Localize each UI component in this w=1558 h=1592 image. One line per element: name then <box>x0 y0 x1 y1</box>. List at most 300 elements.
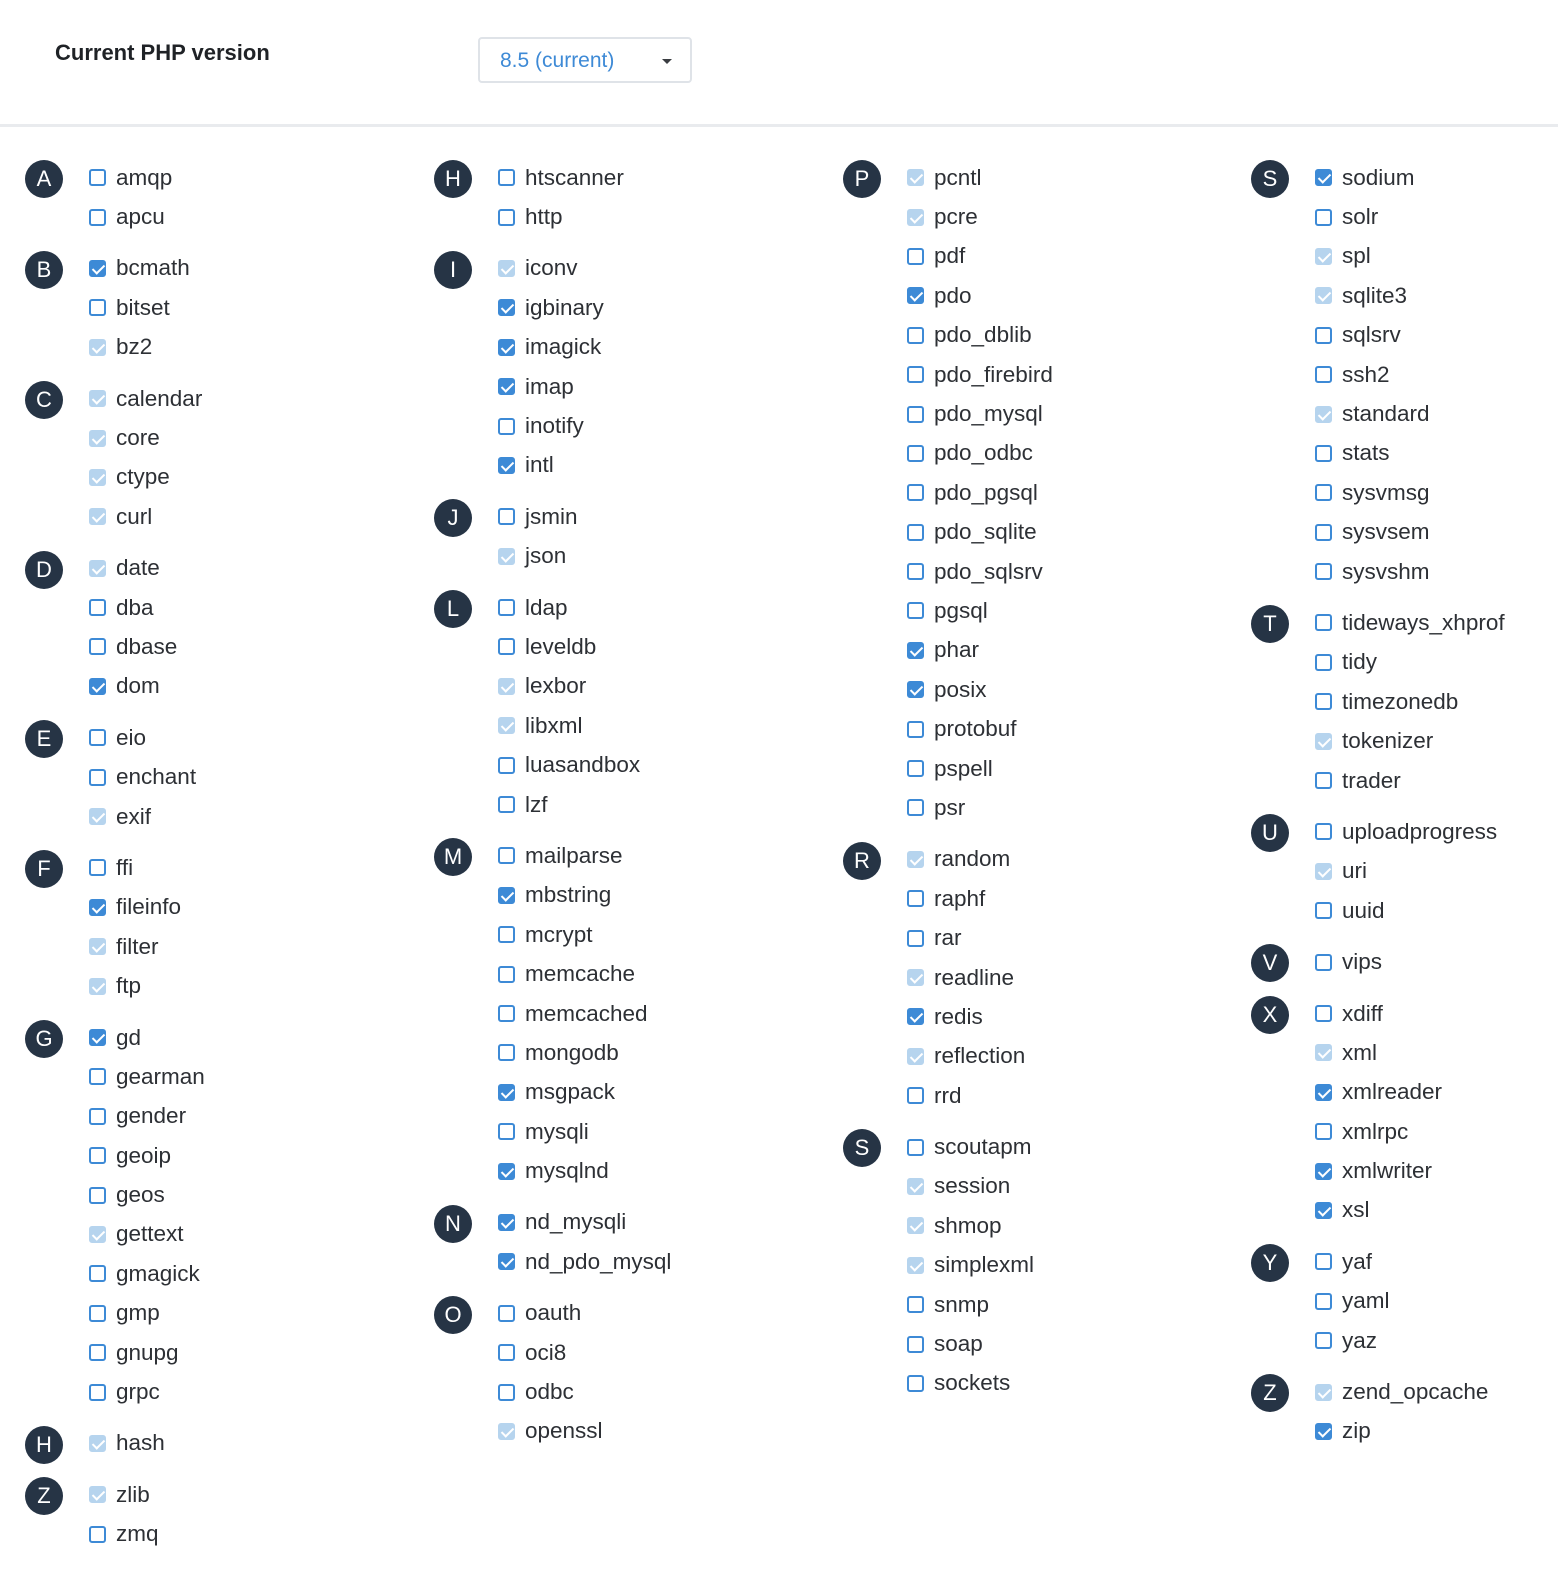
extension-item-readline <box>907 958 1243 997</box>
extension-item-gmagick[interactable] <box>89 1254 425 1293</box>
extension-checkbox[interactable] <box>498 457 515 474</box>
extension-item-oauth[interactable] <box>498 1294 834 1333</box>
extension-checkbox[interactable] <box>1315 1332 1332 1349</box>
extension-checkbox[interactable] <box>907 760 924 777</box>
extension-label: tokenizer <box>1342 728 1434 754</box>
extension-item-bcmath[interactable] <box>89 249 425 288</box>
extension-item-zend-opcache <box>1315 1372 1558 1411</box>
extension-item-xdiff[interactable] <box>1315 994 1558 1033</box>
extension-label: fileinfo <box>116 894 182 920</box>
extension-item-ffi[interactable] <box>89 848 425 887</box>
extension-item-ftp <box>89 966 425 1005</box>
extension-checkbox[interactable] <box>1315 654 1332 671</box>
extension-checkbox[interactable] <box>907 1139 924 1156</box>
letter-group <box>25 379 425 537</box>
extension-item-shmop <box>907 1206 1243 1245</box>
extension-label: dba <box>116 594 154 620</box>
extension-checkbox[interactable] <box>89 899 106 916</box>
extension-checkbox[interactable] <box>1315 772 1332 789</box>
extension-checkbox[interactable] <box>498 508 515 525</box>
extension-checkbox[interactable] <box>907 681 924 698</box>
extension-checkbox[interactable] <box>1315 484 1332 501</box>
extension-label: core <box>116 425 160 451</box>
extension-checkbox[interactable] <box>89 769 106 786</box>
extension-item-http[interactable] <box>498 197 834 236</box>
extension-label: random <box>934 846 1011 872</box>
extension-label: zlib <box>116 1481 150 1507</box>
extension-label: sysvmsg <box>1342 479 1430 505</box>
letter-badge: T <box>1251 605 1289 643</box>
letter-badge: M <box>434 838 472 876</box>
extension-item-gender[interactable] <box>89 1097 425 1136</box>
extension-item-pdo-sqlite[interactable] <box>907 513 1243 552</box>
extension-checkbox[interactable] <box>89 638 106 655</box>
extension-item-mysqli[interactable] <box>498 1112 834 1151</box>
extension-label: oauth <box>525 1300 582 1326</box>
extension-item-luasandbox[interactable] <box>498 745 834 784</box>
extension-checkbox[interactable] <box>89 1108 106 1125</box>
extension-label: memcached <box>525 1000 648 1026</box>
extension-item-sodium[interactable] <box>1315 158 1558 197</box>
extension-checkbox[interactable] <box>498 209 515 226</box>
extension-item-gnupg[interactable] <box>89 1333 425 1372</box>
extension-item-gd[interactable] <box>89 1018 425 1057</box>
extensions-column-2 <box>434 158 834 1463</box>
extension-label: json <box>525 543 567 569</box>
letter-group <box>1251 158 1558 591</box>
extension-checkbox[interactable] <box>498 796 515 813</box>
extension-checkbox[interactable] <box>1315 1253 1332 1270</box>
extension-checkbox[interactable] <box>498 847 515 864</box>
extension-label: geos <box>116 1182 165 1208</box>
letter-group <box>1251 603 1558 800</box>
extension-checkbox[interactable] <box>498 1384 515 1401</box>
extension-checkbox[interactable] <box>498 418 515 435</box>
letter-badge: N <box>434 1205 472 1243</box>
extension-list <box>89 1475 425 1554</box>
extension-label: intl <box>525 452 554 478</box>
extension-item-protobuf[interactable] <box>907 709 1243 748</box>
letter-badge: U <box>1251 814 1289 852</box>
extension-item-rrd[interactable] <box>907 1076 1243 1115</box>
extension-item-vips[interactable] <box>1315 942 1558 981</box>
letter-badge: S <box>843 1129 881 1167</box>
extension-item-gmp[interactable] <box>89 1294 425 1333</box>
extension-label: psr <box>934 794 966 820</box>
extension-item-dba[interactable] <box>89 588 425 627</box>
extension-checkbox[interactable] <box>907 287 924 304</box>
letter-group <box>25 158 425 237</box>
extension-item-htscanner[interactable] <box>498 158 834 197</box>
extension-checkbox[interactable] <box>907 799 924 816</box>
extension-checkbox[interactable] <box>89 209 106 226</box>
extension-checkbox[interactable] <box>498 757 515 774</box>
extension-label: htscanner <box>525 164 624 190</box>
extension-checkbox[interactable] <box>89 1265 106 1282</box>
extension-checkbox <box>89 508 106 525</box>
letter-group <box>434 158 834 237</box>
letter-group <box>25 1475 425 1554</box>
extension-label: pgsql <box>934 597 988 623</box>
extension-item-mongodb[interactable] <box>498 1033 834 1072</box>
extension-checkbox[interactable] <box>907 1087 924 1104</box>
extension-item-mailparse[interactable] <box>498 836 834 875</box>
extension-item-pdo-dblib[interactable] <box>907 316 1243 355</box>
extension-checkbox[interactable] <box>907 890 924 907</box>
extension-checkbox[interactable] <box>1315 1202 1332 1219</box>
extension-list <box>907 840 1243 1116</box>
extension-checkbox[interactable] <box>1315 524 1332 541</box>
extension-list <box>1315 158 1558 591</box>
extension-checkbox[interactable] <box>89 1029 106 1046</box>
extension-checkbox[interactable] <box>89 1068 106 1085</box>
extension-label: xdiff <box>1342 1000 1383 1026</box>
extension-checkbox[interactable] <box>907 563 924 580</box>
extension-label: nd_pdo_mysql <box>525 1248 672 1274</box>
extension-item-leveldb[interactable] <box>498 627 834 666</box>
extension-item-fileinfo[interactable] <box>89 888 425 927</box>
extension-item-yaz[interactable] <box>1315 1321 1558 1360</box>
extension-checkbox[interactable] <box>1315 823 1332 840</box>
extension-item-lexbor <box>498 667 834 706</box>
extension-item-pdo-pgsql[interactable] <box>907 473 1243 512</box>
extension-checkbox[interactable] <box>1315 563 1332 580</box>
extension-checkbox[interactable] <box>907 445 924 462</box>
extension-item-tidy[interactable] <box>1315 643 1558 682</box>
extension-checkbox[interactable] <box>1315 445 1332 462</box>
letter-badge: H <box>25 1426 63 1464</box>
php-version-select[interactable] <box>478 37 692 83</box>
extension-label: simplexml <box>934 1252 1035 1278</box>
extension-item-redis[interactable] <box>907 997 1243 1036</box>
extension-checkbox[interactable] <box>89 729 106 746</box>
extension-label: calendar <box>116 385 203 411</box>
extension-item-imagick[interactable] <box>498 328 834 367</box>
extension-item-phar[interactable] <box>907 631 1243 670</box>
extension-item-reflection <box>907 1037 1243 1076</box>
extension-checkbox <box>907 169 924 186</box>
extension-item-simplexml <box>907 1246 1243 1285</box>
extension-item-memcached[interactable] <box>498 994 834 1033</box>
extension-checkbox[interactable] <box>89 169 106 186</box>
extension-item-msgpack[interactable] <box>498 1073 834 1112</box>
extension-label: ftp <box>116 973 142 999</box>
extension-item-memcache[interactable] <box>498 954 834 993</box>
extension-checkbox[interactable] <box>498 966 515 983</box>
extension-item-stats[interactable] <box>1315 434 1558 473</box>
extension-checkbox[interactable] <box>907 602 924 619</box>
extension-label: xsl <box>1342 1197 1370 1223</box>
extension-checkbox[interactable] <box>1315 902 1332 919</box>
extension-item-intl[interactable] <box>498 446 834 485</box>
letter-group <box>25 249 425 367</box>
extension-item-xsl[interactable] <box>1315 1191 1558 1230</box>
extension-label: exif <box>116 803 152 829</box>
extension-item-nd-pdo-mysql[interactable] <box>498 1242 834 1281</box>
extension-label: spl <box>1342 243 1371 269</box>
extension-label: rrd <box>934 1082 962 1108</box>
extension-checkbox[interactable] <box>498 1123 515 1140</box>
extension-list <box>89 379 425 537</box>
extension-checkbox[interactable] <box>89 1187 106 1204</box>
extension-item-geoip[interactable] <box>89 1136 425 1175</box>
extension-item-psr[interactable] <box>907 788 1243 827</box>
extension-item-nd-mysqli[interactable] <box>498 1203 834 1242</box>
extension-item-lzf[interactable] <box>498 785 834 824</box>
extension-item-pcntl <box>907 158 1243 197</box>
extension-item-snmp[interactable] <box>907 1285 1243 1324</box>
extension-checkbox[interactable] <box>498 169 515 186</box>
extension-checkbox[interactable] <box>907 524 924 541</box>
extension-label: sodium <box>1342 164 1415 190</box>
extension-item-posix[interactable] <box>907 670 1243 709</box>
extension-checkbox <box>89 560 106 577</box>
extension-label: http <box>525 204 563 230</box>
extension-label: bitset <box>116 294 170 320</box>
extension-checkbox[interactable] <box>89 1526 106 1543</box>
extension-item-zip[interactable] <box>1315 1412 1558 1451</box>
extension-label: lexbor <box>525 673 587 699</box>
extension-checkbox[interactable] <box>907 248 924 265</box>
letter-group <box>25 1018 425 1412</box>
letter-group <box>843 1127 1243 1403</box>
extension-checkbox[interactable] <box>498 1344 515 1361</box>
extension-item-scoutapm[interactable] <box>907 1127 1243 1166</box>
extension-checkbox[interactable] <box>498 1253 515 1270</box>
extension-checkbox[interactable] <box>1315 209 1332 226</box>
extension-item-sysvsem[interactable] <box>1315 513 1558 552</box>
extension-item-zmq[interactable] <box>89 1515 425 1554</box>
extension-checkbox[interactable] <box>89 1147 106 1164</box>
extension-item-xmlwriter[interactable] <box>1315 1151 1558 1190</box>
extension-label: trader <box>1342 767 1401 793</box>
extension-label: mbstring <box>525 882 612 908</box>
extension-checkbox[interactable] <box>498 1305 515 1322</box>
extension-list <box>498 588 834 824</box>
extension-item-timezonedb[interactable] <box>1315 682 1558 721</box>
extension-label: tidy <box>1342 649 1378 675</box>
extension-item-geos[interactable] <box>89 1175 425 1214</box>
extension-item-dom[interactable] <box>89 667 425 706</box>
extension-checkbox[interactable] <box>907 327 924 344</box>
extension-item-pspell[interactable] <box>907 749 1243 788</box>
extension-checkbox[interactable] <box>907 642 924 659</box>
extension-checkbox[interactable] <box>89 299 106 316</box>
extension-checkbox[interactable] <box>907 1336 924 1353</box>
extension-item-json <box>498 537 834 576</box>
extension-item-odbc[interactable] <box>498 1372 834 1411</box>
extension-item-soap[interactable] <box>907 1324 1243 1363</box>
extension-item-solr[interactable] <box>1315 197 1558 236</box>
letter-badge: Z <box>25 1477 63 1515</box>
extension-label: sockets <box>934 1370 1011 1396</box>
extension-checkbox[interactable] <box>498 1044 515 1061</box>
extension-item-mbstring[interactable] <box>498 876 834 915</box>
extension-item-ldap[interactable] <box>498 588 834 627</box>
extension-checkbox <box>1315 406 1332 423</box>
extension-list <box>498 497 834 576</box>
extension-label: mysqlnd <box>525 1158 609 1184</box>
extension-item-inotify[interactable] <box>498 406 834 445</box>
extension-item-enchant[interactable] <box>89 757 425 796</box>
letter-badge: I <box>434 251 472 289</box>
extension-item-oci8[interactable] <box>498 1333 834 1372</box>
extension-checkbox[interactable] <box>498 1163 515 1180</box>
extension-item-gettext <box>89 1215 425 1254</box>
extension-list <box>498 836 834 1191</box>
extension-checkbox[interactable] <box>498 1084 515 1101</box>
extension-checkbox[interactable] <box>1315 614 1332 631</box>
extension-label: gettext <box>116 1221 184 1247</box>
extension-item-bitset[interactable] <box>89 288 425 327</box>
extension-checkbox[interactable] <box>498 339 515 356</box>
extension-checkbox[interactable] <box>1315 1293 1332 1310</box>
extension-checkbox[interactable] <box>89 678 106 695</box>
extension-checkbox[interactable] <box>907 1008 924 1025</box>
letter-badge: X <box>1251 996 1289 1034</box>
extension-checkbox[interactable] <box>89 599 106 616</box>
extension-checkbox[interactable] <box>498 887 515 904</box>
extension-checkbox[interactable] <box>498 378 515 395</box>
extension-item-dbase[interactable] <box>89 627 425 666</box>
extension-label: gmp <box>116 1300 160 1326</box>
extension-item-eio[interactable] <box>89 718 425 757</box>
extension-item-igbinary[interactable] <box>498 288 834 327</box>
php-version-value: 8.5 (current) <box>500 49 615 72</box>
extension-label: uploadprogress <box>1342 818 1498 844</box>
extension-list <box>1315 812 1558 930</box>
extension-checkbox[interactable] <box>89 1384 106 1401</box>
extension-item-sqlsrv[interactable] <box>1315 316 1558 355</box>
extension-checkbox[interactable] <box>498 599 515 616</box>
extension-item-mcrypt[interactable] <box>498 915 834 954</box>
extension-checkbox <box>907 209 924 226</box>
letter-group <box>1251 942 1558 981</box>
extension-item-pdo[interactable] <box>907 276 1243 315</box>
extension-checkbox[interactable] <box>89 1305 106 1322</box>
extension-checkbox[interactable] <box>498 1214 515 1231</box>
extension-item-raphf[interactable] <box>907 879 1243 918</box>
extension-checkbox[interactable] <box>907 406 924 423</box>
letter-group <box>843 840 1243 1116</box>
extension-item-filter <box>89 927 425 966</box>
extension-checkbox[interactable] <box>1315 366 1332 383</box>
extension-label: session <box>934 1173 1011 1199</box>
extension-item-sockets[interactable] <box>907 1364 1243 1403</box>
extension-item-uuid[interactable] <box>1315 891 1558 930</box>
extension-label: uri <box>1342 858 1368 884</box>
extension-item-pdo-mysql[interactable] <box>907 394 1243 433</box>
extension-item-rar[interactable] <box>907 918 1243 957</box>
extension-item-pdf[interactable] <box>907 237 1243 276</box>
extension-checkbox <box>1315 248 1332 265</box>
letter-group <box>843 158 1243 828</box>
extension-checkbox[interactable] <box>1315 1423 1332 1440</box>
extension-checkbox[interactable] <box>1315 1163 1332 1180</box>
extension-item-pdo-firebird[interactable] <box>907 355 1243 394</box>
extension-label: sqlsrv <box>1342 322 1401 348</box>
extension-checkbox[interactable] <box>1315 169 1332 186</box>
extension-checkbox <box>498 678 515 695</box>
extension-checkbox[interactable] <box>1315 954 1332 971</box>
extension-label: libxml <box>525 712 583 738</box>
extension-label: pdo_firebird <box>934 361 1053 387</box>
extension-item-gearman[interactable] <box>89 1057 425 1096</box>
extension-checkbox[interactable] <box>907 484 924 501</box>
extension-item-apcu[interactable] <box>89 197 425 236</box>
extension-list <box>1315 942 1558 981</box>
extension-label: inotify <box>525 413 584 439</box>
extension-item-imap[interactable] <box>498 367 834 406</box>
extension-checkbox <box>907 851 924 868</box>
extension-label: posix <box>934 676 987 702</box>
extension-checkbox[interactable] <box>498 638 515 655</box>
extension-item-mysqlnd[interactable] <box>498 1151 834 1190</box>
extension-checkbox[interactable] <box>89 260 106 277</box>
extension-item-uploadprogress[interactable] <box>1315 812 1558 851</box>
extension-item-yaml[interactable] <box>1315 1282 1558 1321</box>
extension-checkbox <box>1315 733 1332 750</box>
extension-label: xmlwriter <box>1342 1158 1432 1184</box>
extension-item-pgsql[interactable] <box>907 591 1243 630</box>
extension-checkbox[interactable] <box>1315 1084 1332 1101</box>
extension-checkbox[interactable] <box>1315 693 1332 710</box>
extension-label: bz2 <box>116 334 153 360</box>
extension-item-core <box>89 418 425 457</box>
extension-checkbox[interactable] <box>498 926 515 943</box>
extension-item-hash <box>89 1424 425 1463</box>
extension-checkbox[interactable] <box>907 366 924 383</box>
extension-checkbox[interactable] <box>1315 1005 1332 1022</box>
extension-item-ssh2[interactable] <box>1315 355 1558 394</box>
extension-label: msgpack <box>525 1079 616 1105</box>
letter-group <box>1251 994 1558 1230</box>
extension-checkbox[interactable] <box>89 1344 106 1361</box>
extension-item-sysvshm[interactable] <box>1315 552 1558 591</box>
extension-item-spl <box>1315 237 1558 276</box>
letter-badge: J <box>434 499 472 537</box>
extension-checkbox[interactable] <box>907 930 924 947</box>
extension-item-xmlrpc[interactable] <box>1315 1112 1558 1151</box>
extension-item-trader[interactable] <box>1315 761 1558 800</box>
extension-checkbox[interactable] <box>498 1005 515 1022</box>
extension-item-tideways-xhprof[interactable] <box>1315 603 1558 642</box>
extension-checkbox[interactable] <box>1315 327 1332 344</box>
extension-label: yaml <box>1342 1288 1390 1314</box>
extension-item-pdo-sqlsrv[interactable] <box>907 552 1243 591</box>
extension-checkbox[interactable] <box>89 859 106 876</box>
extension-item-jsmin[interactable] <box>498 497 834 536</box>
extension-item-xmlreader[interactable] <box>1315 1073 1558 1112</box>
extension-checkbox[interactable] <box>907 1296 924 1313</box>
extension-label: mysqli <box>525 1118 589 1144</box>
extension-item-grpc[interactable] <box>89 1372 425 1411</box>
extension-item-yaf[interactable] <box>1315 1242 1558 1281</box>
letter-badge: S <box>1251 160 1289 198</box>
extension-checkbox[interactable] <box>1315 1123 1332 1140</box>
extension-checkbox[interactable] <box>907 721 924 738</box>
letter-group <box>434 497 834 576</box>
extension-label: gd <box>116 1024 142 1050</box>
letter-group <box>25 549 425 707</box>
extension-checkbox[interactable] <box>907 1375 924 1392</box>
extension-item-pdo-odbc[interactable] <box>907 434 1243 473</box>
extension-checkbox[interactable] <box>498 299 515 316</box>
extension-label: snmp <box>934 1291 990 1317</box>
extension-item-sysvmsg[interactable] <box>1315 473 1558 512</box>
letter-badge: H <box>434 160 472 198</box>
extension-item-amqp[interactable] <box>89 158 425 197</box>
